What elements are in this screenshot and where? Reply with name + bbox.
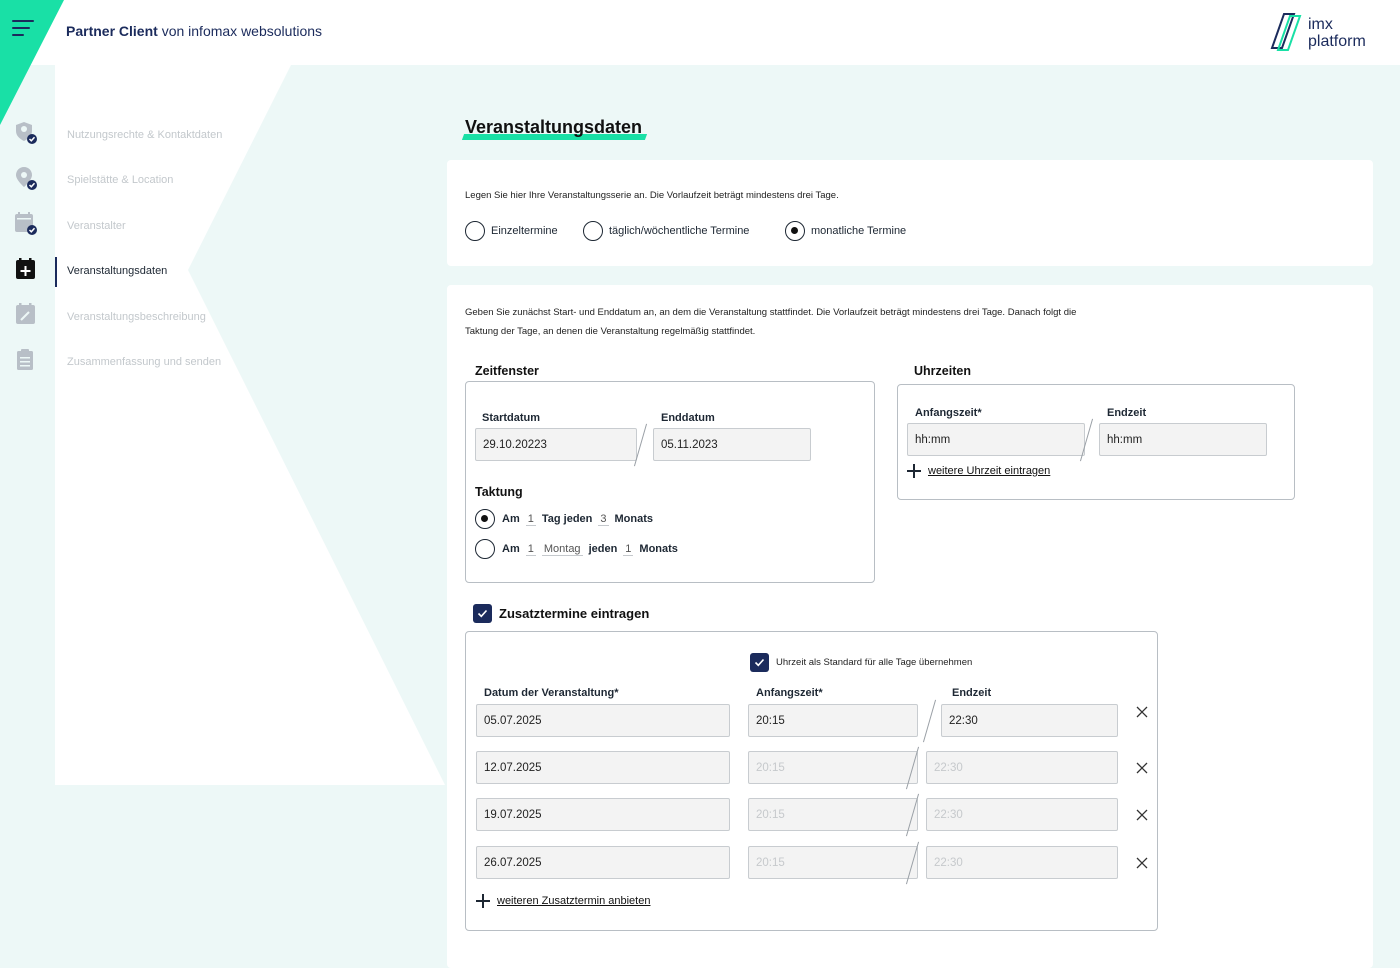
zusatz-date-input[interactable]: 26.07.2025 [476,846,730,879]
standard-time-label: Uhrzeit als Standard für alle Tage übernehmen [776,657,973,668]
zusatztermine-box [465,631,1158,931]
close-icon[interactable] [1135,761,1149,775]
dates-intro-text: Geben Sie zunächst Start- und Enddatum an, an dem die Veranstaltung stattfindet. Die Vorlaufzeit beträgt mindestens drei Tage. Danach folgt die Taktung der Tage, an denen die Veranstaltung regelmäßig stattfindet. [465,307,1077,337]
calendar-edit-icon[interactable] [14,302,38,326]
step-veranstalter[interactable]: Veranstalter [67,219,126,232]
uhrzeiten-box [897,384,1295,500]
endzeit-label: Endzeit [1107,407,1147,419]
startdatum-input[interactable]: 29.10.20223 [475,428,637,461]
zusatz-end-input[interactable]: 22:30 [926,751,1118,784]
clipboard-icon[interactable] [14,348,38,372]
zusatz-start-input[interactable]: 20:15 [748,704,918,737]
zusatz-date-input[interactable]: 19.07.2025 [476,798,730,831]
step-veranstaltungsbeschreibung[interactable]: Veranstaltungsbeschreibung [67,310,206,323]
zeitfenster-title: Zeitfenster [475,364,539,378]
add-zusatztermin-label: weiteren Zusatztermin anbieten [497,895,651,907]
add-time-button[interactable] [907,464,1050,478]
taktung-option-weekday[interactable] [475,539,678,559]
enddatum-label: Enddatum [661,412,715,424]
rail-accent-corner [0,0,64,125]
location-pin-icon[interactable] [14,166,38,190]
nth-weekday-input[interactable]: 1 [527,542,534,555]
close-icon[interactable] [1135,808,1149,822]
anfangszeit-input[interactable]: hh:mm [907,423,1085,456]
shield-user-icon[interactable] [14,120,38,144]
step-navigation [55,112,295,385]
zusatztermine-checkbox[interactable] [473,604,492,623]
calendar-add-icon[interactable] [14,257,38,281]
hamburger-menu-icon[interactable] [12,20,38,42]
col-endzeit-header: Endzeit [952,687,992,699]
radio-einzeltermine[interactable] [465,221,558,241]
month-interval-input[interactable]: 3 [600,512,607,525]
page-title: Veranstaltungsdaten [465,117,643,137]
zusatz-start-input[interactable]: 20:15 [748,798,918,831]
taktung-am: Am [502,513,520,525]
zeitfenster-box [465,381,875,583]
radio-circle-selected[interactable] [785,221,805,241]
startdatum-label: Startdatum [482,412,541,424]
calendar-user-icon[interactable] [14,211,38,235]
zusatz-end-input[interactable]: 22:30 [941,704,1118,737]
plus-icon [907,464,921,478]
taktung-am: Am [502,543,520,555]
endzeit-input[interactable]: hh:mm [1099,423,1267,456]
step-veranstaltungsdaten[interactable]: Veranstaltungsdaten [55,249,295,295]
uhrzeiten-title: Uhrzeiten [914,364,971,378]
zusatz-date-input[interactable]: 12.07.2025 [476,751,730,784]
col-anfangszeit-header: Anfangszeit* [756,687,823,699]
add-time-label: weitere Uhrzeit eintragen [928,465,1051,477]
check-icon [754,657,765,668]
check-icon [477,608,488,619]
series-intro-text: Legen Sie hier Ihre Veranstaltungsserie an. Die Vorlaufzeit beträgt mindestens drei Tage. [465,190,839,201]
taktung-tag-jeden: Tag jeden [541,513,593,525]
zusatztermine-label: Zusatztermine eintragen [499,606,650,621]
month-interval-input[interactable]: 1 [625,542,632,555]
taktung-option-day[interactable] [475,509,653,529]
col-datum-header: Datum der Veranstaltung* [484,687,619,699]
step-spielstaette[interactable]: Spielstätte & Location [67,174,174,187]
zusatz-end-input[interactable]: 22:30 [926,798,1118,831]
series-type-card [447,160,1373,266]
imx-platform-logo[interactable] [1270,12,1380,52]
radio-label: täglich/wöchentliche Termine [609,225,750,237]
step-nutzungsrechte[interactable]: Nutzungsrechte & Kontaktdaten [67,128,223,141]
taktung-monats: Monats [639,543,678,555]
taktung-monats: Monats [614,513,654,525]
radio-label: Einzeltermine [491,225,558,237]
enddatum-input[interactable]: 05.11.2023 [653,428,811,461]
close-icon[interactable] [1135,705,1149,719]
close-icon[interactable] [1135,856,1149,870]
taktung-jeden: jeden [588,543,618,555]
radio-circle[interactable] [475,539,495,559]
taktung-title: Taktung [475,485,523,499]
plus-icon [476,894,490,908]
radio-taeglich-woechentlich[interactable] [583,221,749,241]
radio-circle[interactable] [465,221,485,241]
standard-time-checkbox[interactable] [750,653,769,672]
add-zusatztermin-button[interactable] [476,894,650,908]
app-header [0,0,1400,65]
anfangszeit-label: Anfangszeit* [915,407,982,419]
radio-label: monatliche Termine [811,225,907,237]
zusatz-start-input[interactable]: 20:15 [748,751,918,784]
dates-card [447,285,1373,968]
step-zusammenfassung[interactable]: Zusammenfassung und senden [67,356,222,369]
zusatz-end-input[interactable]: 22:30 [926,846,1118,879]
radio-circle[interactable] [583,221,603,241]
left-rail [0,0,55,968]
zusatz-date-input[interactable]: 05.07.2025 [476,704,730,737]
logo-text: imx platform [1308,16,1366,50]
imx-logo-icon [1270,12,1304,52]
time-range-divider [923,700,936,743]
radio-monatlich[interactable] [785,221,906,241]
weekday-select[interactable]: Montag [543,542,581,555]
radio-circle-selected[interactable] [475,509,495,529]
brand-title: Partner Client von infomax websolutions [66,23,323,39]
zusatz-start-input[interactable]: 20:15 [748,846,918,879]
day-number-input[interactable]: 1 [527,512,534,525]
